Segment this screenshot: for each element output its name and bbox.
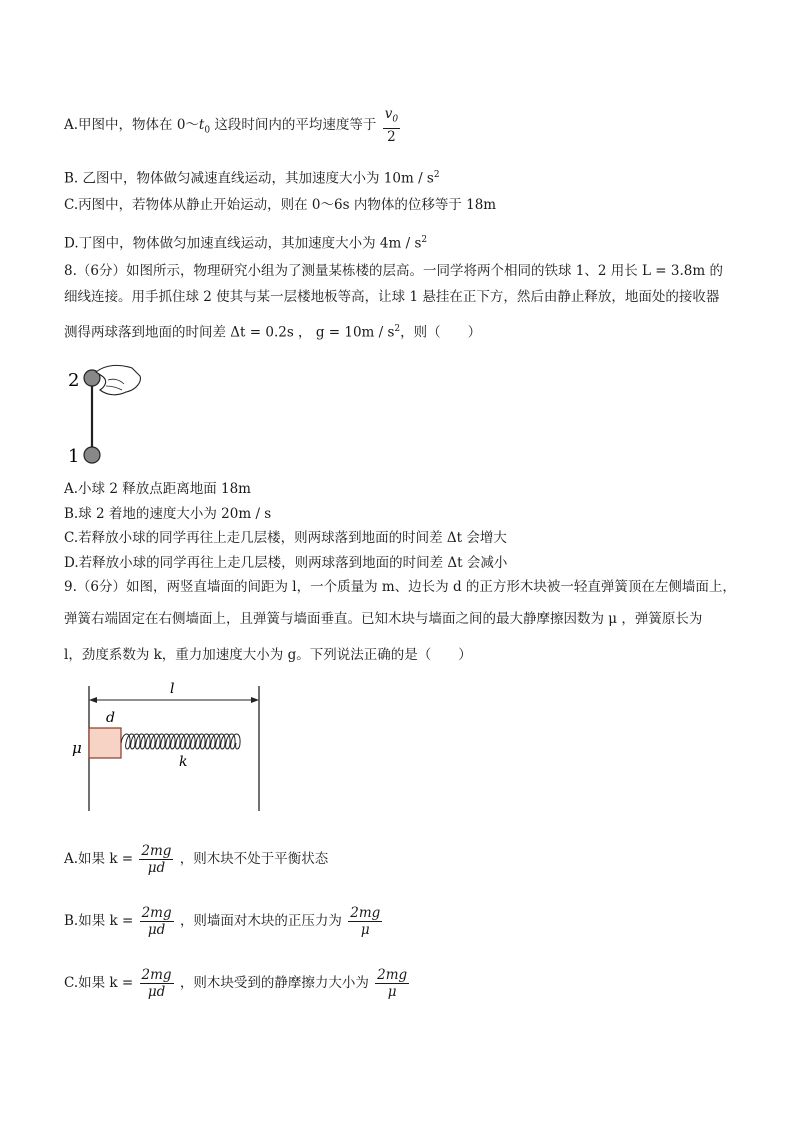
q9-option-b: B.如果 k = $\frac{2mg}{\mu d}$ ，则墙面对木块的正压力为 $\frac{2mg}{\mu}$ <box>64 905 381 938</box>
ball-2-label: 2 <box>68 370 80 391</box>
fraction-v0-over-2: $\frac{v_0}{2}$ <box>384 106 399 145</box>
q8-option-d: D.若释放小球的同学再往上走几层楼，则两球落到地面的时间差 Δt 会减小 <box>64 555 508 571</box>
q9-stem-line-2: 弹簧右端固定在右侧墙面上，且弹簧与墙面垂直。已知木块与墙面之间的最大静摩擦因数为 μ ，弹簧原长为 <box>64 611 703 627</box>
label-mu: μ <box>72 739 82 757</box>
fraction-2mg-over-mud: $\frac{2mg}{\mu d}$ <box>141 967 172 1000</box>
label-l: l <box>170 681 175 697</box>
fraction-2mg-over-mu: $\frac{2mg}{\mu}$ <box>377 967 408 1000</box>
q8-stem-line-2: 细线连接。用手抓住球 2 使其与某一层楼地板等高，让球 1 悬挂在正下方，然后由静止释放，地面处的接收器 <box>64 289 720 305</box>
label-k: k <box>179 754 188 770</box>
q8-figure-two-balls <box>62 360 152 470</box>
q8-option-a: A.小球 2 释放点距离地面 18m <box>64 481 251 497</box>
q9-option-a: A.如果 k = $\frac{2mg}{\mu d}$ ，则木块不处于平衡状态 <box>64 843 329 876</box>
fraction-2mg-over-mud: $\frac{2mg}{\mu d}$ <box>141 843 172 876</box>
q7-option-c: C.丙图中，若物体从静止开始运动，则在 0～6s 内物体的位移等于 18m <box>64 197 497 213</box>
ball-1-label: 1 <box>68 446 80 467</box>
label-d: d <box>106 710 115 726</box>
q9-figure-spring-block <box>66 676 276 816</box>
q7-option-d: D.丁图中，物体做匀加速直线运动，其加速度大小为 $4m / s^2$ <box>64 235 428 252</box>
q8-option-b: B.球 2 着地的速度大小为 20m / s <box>64 506 272 522</box>
q7-option-a: A.甲图中，物体在 $0\sim t_0$ 这段时间内的平均速度等于 $\frac{v_0}{2}$ <box>64 106 399 145</box>
q8-stem-line-1: 8.（6分）如图所示，物理研究小组为了测量某栋楼的层高。一同学将两个相同的铁球 1、2 用长 L = 3.8m 的 <box>64 263 723 279</box>
spring <box>121 734 240 749</box>
q9-option-c: C.如果 k = $\frac{2mg}{\mu d}$ ，则木块受到的静摩擦力大小为 $\frac{2mg}{\mu}$ <box>64 967 408 1000</box>
fraction-2mg-over-mud: $\frac{2mg}{\mu d}$ <box>141 905 172 938</box>
q9-stem-line-3: l，劲度系数为 k，重力加速度大小为 g。下列说法正确的是（ ） <box>64 647 472 663</box>
wooden-block <box>89 728 121 758</box>
q9-stem-line-1: 9.（6分）如图，两竖直墙面的间距为 l，一个质量为 m、边长为 d 的正方形木块被一轻直弹簧顶在左侧墙面上， <box>64 579 736 595</box>
q8-option-c: C.若释放小球的同学再往上走几层楼，则两球落到地面的时间差 Δt 会增大 <box>64 530 507 546</box>
ball-1 <box>84 447 100 463</box>
q7-option-b: B. 乙图中，物体做匀减速直线运动，其加速度大小为 $10m / s^2$ <box>64 170 440 187</box>
q8-stem-line-3: 测得两球落到地面的时间差 Δt = 0.2s ， $g = 10m / s^2$，则（ ） <box>64 324 482 341</box>
fraction-2mg-over-mu: $\frac{2mg}{\mu}$ <box>350 905 381 938</box>
